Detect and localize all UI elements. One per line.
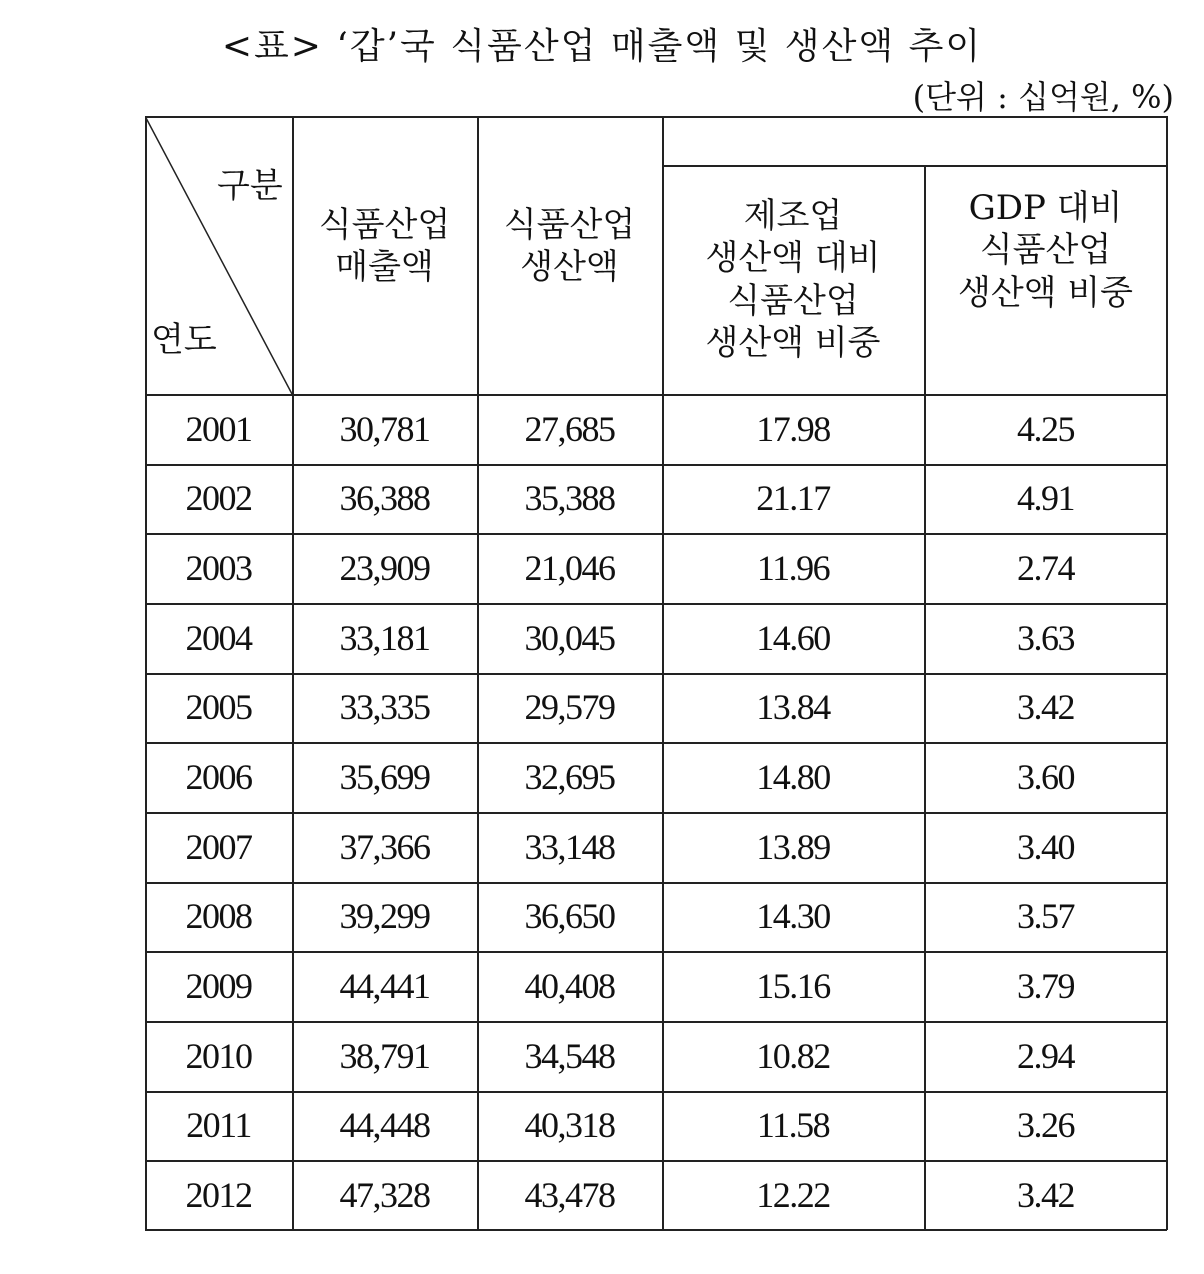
cell-food-production: 32,695 bbox=[524, 756, 615, 797]
cell-mfg-share: 13.89 bbox=[756, 826, 830, 867]
cell-year: 2009 bbox=[185, 965, 252, 1006]
cell-food-production: 27,685 bbox=[524, 408, 615, 449]
cell-food-production: 30,045 bbox=[524, 617, 615, 658]
cell-food-sales: 37,366 bbox=[339, 826, 430, 867]
cell-food-production: 21,046 bbox=[524, 547, 615, 588]
corner-label-year: 연도 bbox=[151, 320, 217, 360]
cell-food-sales: 35,699 bbox=[339, 756, 430, 797]
cell-mfg-share: 15.16 bbox=[756, 965, 830, 1006]
cell-gdp-share: 3.26 bbox=[1017, 1105, 1074, 1145]
data-table bbox=[145, 116, 1167, 1230]
cell-food-production: 43,478 bbox=[524, 1174, 615, 1215]
cell-gdp-share: 3.40 bbox=[1017, 826, 1074, 867]
cell-mfg-share: 12.22 bbox=[756, 1174, 830, 1215]
cell-year: 2004 bbox=[185, 617, 252, 658]
cell-year: 2012 bbox=[185, 1174, 252, 1215]
table-border-top bbox=[145, 116, 1167, 118]
cell-mfg-share: 10.82 bbox=[756, 1035, 830, 1076]
cell-mfg-share: 14.80 bbox=[756, 756, 830, 797]
cell-food-sales: 33,181 bbox=[339, 617, 430, 658]
cell-year: 2001 bbox=[185, 408, 252, 449]
cell-year: 2003 bbox=[185, 547, 252, 588]
cell-food-sales: 30,781 bbox=[339, 408, 430, 449]
cell-year: 2006 bbox=[185, 756, 252, 797]
cell-food-production: 34,548 bbox=[524, 1035, 615, 1076]
corner-label-category: 구분 bbox=[217, 166, 283, 206]
cell-food-sales: 23,909 bbox=[339, 547, 430, 588]
cell-mfg-share: 13.84 bbox=[756, 687, 830, 727]
header-food-production: 식품산업 생산액 bbox=[503, 204, 636, 287]
cell-food-sales: 39,299 bbox=[339, 896, 430, 936]
cell-gdp-share: 3.57 bbox=[1017, 896, 1074, 936]
cell-food-production: 40,408 bbox=[524, 965, 615, 1006]
cell-food-sales: 44,441 bbox=[339, 965, 430, 1006]
cell-food-sales: 36,388 bbox=[339, 478, 430, 518]
cell-gdp-share: 3.42 bbox=[1017, 687, 1074, 727]
unit-note: (단위 : 십억원, %) bbox=[912, 78, 1174, 116]
cell-food-production: 36,650 bbox=[524, 896, 615, 936]
cell-food-sales: 44,448 bbox=[339, 1105, 430, 1145]
cell-mfg-share: 14.60 bbox=[756, 617, 830, 658]
header-mfg-share: 제조업 생산액 대비 식품산업 생산액 비중 bbox=[705, 195, 881, 363]
cell-year: 2008 bbox=[185, 896, 252, 936]
cell-year: 2010 bbox=[185, 1035, 252, 1076]
cell-mfg-share: 14.30 bbox=[756, 896, 830, 936]
cell-mfg-share: 21.17 bbox=[756, 478, 830, 518]
cell-food-sales: 33,335 bbox=[339, 687, 430, 727]
cell-gdp-share: 3.79 bbox=[1017, 965, 1074, 1006]
cell-year: 2002 bbox=[185, 478, 252, 518]
cell-mfg-share: 11.58 bbox=[756, 1105, 830, 1145]
cell-food-production: 35,388 bbox=[524, 478, 615, 518]
cell-mfg-share: 11.96 bbox=[756, 547, 830, 588]
cell-food-production: 40,318 bbox=[524, 1105, 615, 1145]
cell-food-production: 33,148 bbox=[524, 826, 615, 867]
header-gdp-share: GDP 대비 식품산업 생산액 비중 bbox=[957, 187, 1134, 313]
cell-gdp-share: 4.25 bbox=[1017, 408, 1074, 449]
cell-gdp-share: 2.94 bbox=[1017, 1035, 1074, 1076]
cell-food-sales: 38,791 bbox=[339, 1035, 430, 1076]
cell-gdp-share: 3.63 bbox=[1017, 617, 1074, 658]
cell-mfg-share: 17.98 bbox=[756, 408, 830, 449]
header-food-sales: 식품산업 매출액 bbox=[318, 204, 451, 287]
cell-year: 2011 bbox=[186, 1105, 251, 1145]
cell-gdp-share: 3.60 bbox=[1017, 756, 1074, 797]
cell-gdp-share: 2.74 bbox=[1017, 547, 1074, 588]
cell-gdp-share: 4.91 bbox=[1017, 478, 1074, 518]
table-title: <표> ‘갑’국 식품산업 매출액 및 생산액 추이 bbox=[221, 26, 983, 67]
cell-year: 2005 bbox=[185, 687, 252, 727]
cell-gdp-share: 3.42 bbox=[1017, 1174, 1074, 1215]
cell-year: 2007 bbox=[185, 826, 252, 867]
cell-food-sales: 47,328 bbox=[339, 1174, 430, 1215]
cell-food-production: 29,579 bbox=[524, 687, 615, 727]
